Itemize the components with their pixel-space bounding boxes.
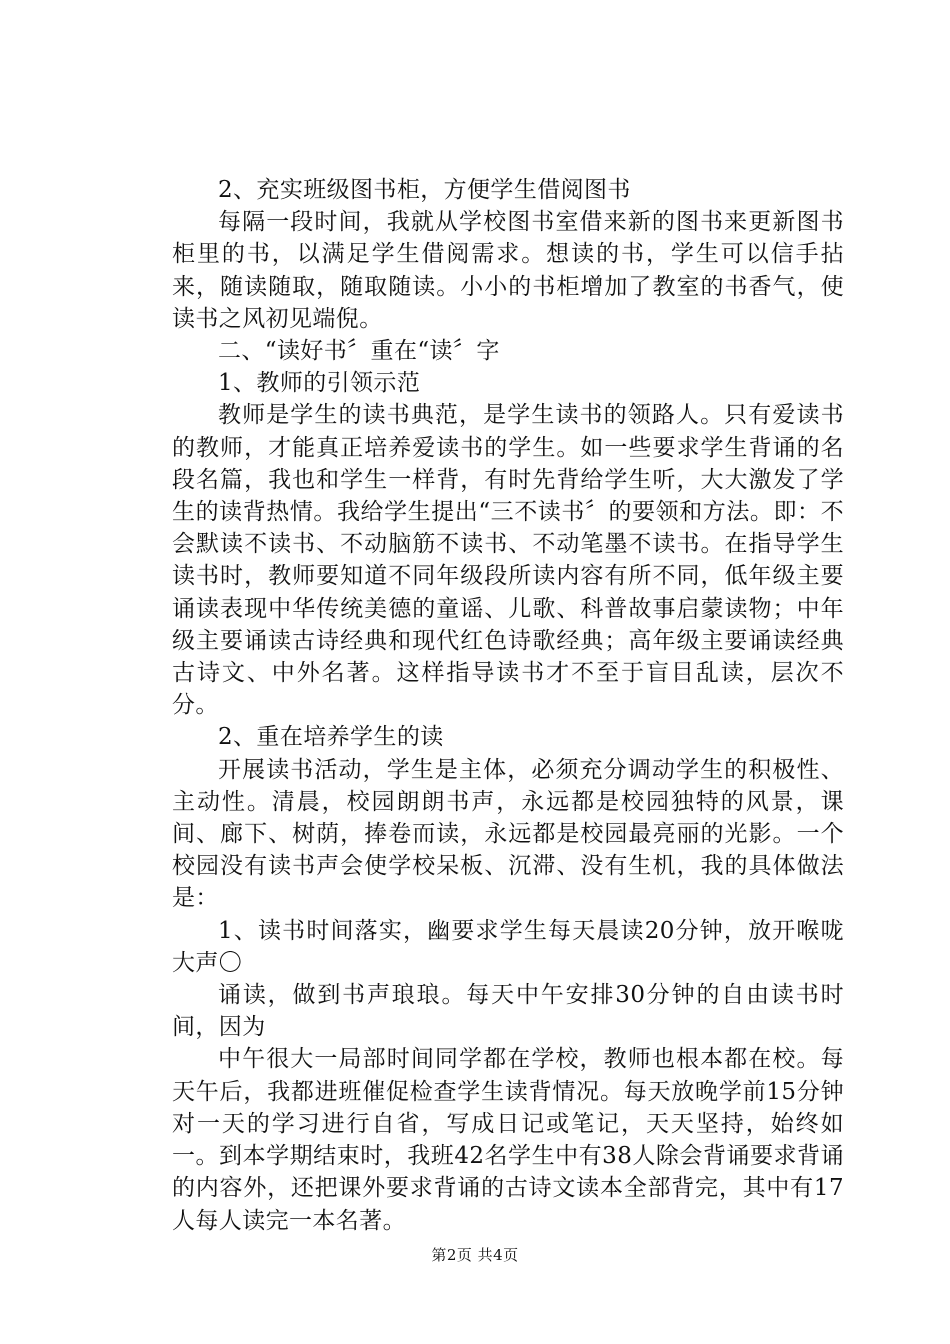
page-number-footer: 第2页 共4页 <box>431 1246 519 1264</box>
subheading-teacher-example: 1、教师的引领示范 <box>218 370 421 397</box>
paragraph-teacher-example: 教师是学生的读书典范，是学生读书的领路人。只有爱读书的教师，才能真正培养爱读书的学生。如一些要求学生背诵的名段名篇，我也和学生一样背，有时先背给学生听，大大激发了学生的读背热情。我给学生提出“三不读书〞的要领和方法。即：不会默读不读书、不动脑筋不读书、不动笔墨不读书。在指导学生读书时，教师要知道不同年级段所读内容有所不同，低年级主要诵读表现中华传统美德的童谣、儿歌、科普故事启蒙读物；中年级主要诵读古诗经典和现代红色诗歌经典；高年级主要诵读经典古诗文、中外名著。这样指导读书才不至于盲目乱读，层次不分。 <box>172 402 844 719</box>
subheading-student-reading: 2、重在培养学生的读 <box>218 724 444 751</box>
document-body <box>172 174 844 1237</box>
paragraph-recitation: 诵读，做到书声琅琅。每天中午安排30分钟的自由读书时间，因为 <box>172 982 844 1041</box>
section-heading-read-good-books: 二、“读好书〞重在“读〞字 <box>218 338 500 365</box>
list-item-reading-time: 1、读书时间落实，幽要求学生每天晨读20分钟，放开喉咙大声〇 <box>172 917 844 976</box>
paragraph-bookcase-update: 每隔一段时间，我就从学校图书室借来新的图书来更新图书柜里的书，以满足学生借阅需求。想读的书，学生可以信手拈来，随读随取，随取随读。小小的书柜增加了教室的书香气，使读书之风初见端倪。 <box>172 209 844 332</box>
paragraph-student-reading: 开展读书活动，学生是主体，必须充分调动学生的积极性、主动性。清晨，校园朗朗书声，永远都是校园独特的风景，课间、廊下、树荫，捧卷而读，永远都是校园最亮丽的光影。一个校园没有读书声会使学校呆板、沉滞、没有生机，我的具体做法是： <box>172 756 844 912</box>
subheading-class-bookcase: 2、充实班级图书柜，方便学生借阅图书 <box>218 177 631 203</box>
paragraph-noon-reading: 中午很大一局部时间同学都在学校，教师也根本都在校。每天午后，我都进班催促检查学生读背情况。每天放晚学前15分钟对一天的学习进行自省，写成日记或笔记，天天坚持，始终如一。到本学期结束时，我班42名学生中有38人除会背诵要求背诵的内容外，还把课外要求背诵的古诗文读本全部背完，其中有17人每人读完一本名著。 <box>172 1046 844 1234</box>
